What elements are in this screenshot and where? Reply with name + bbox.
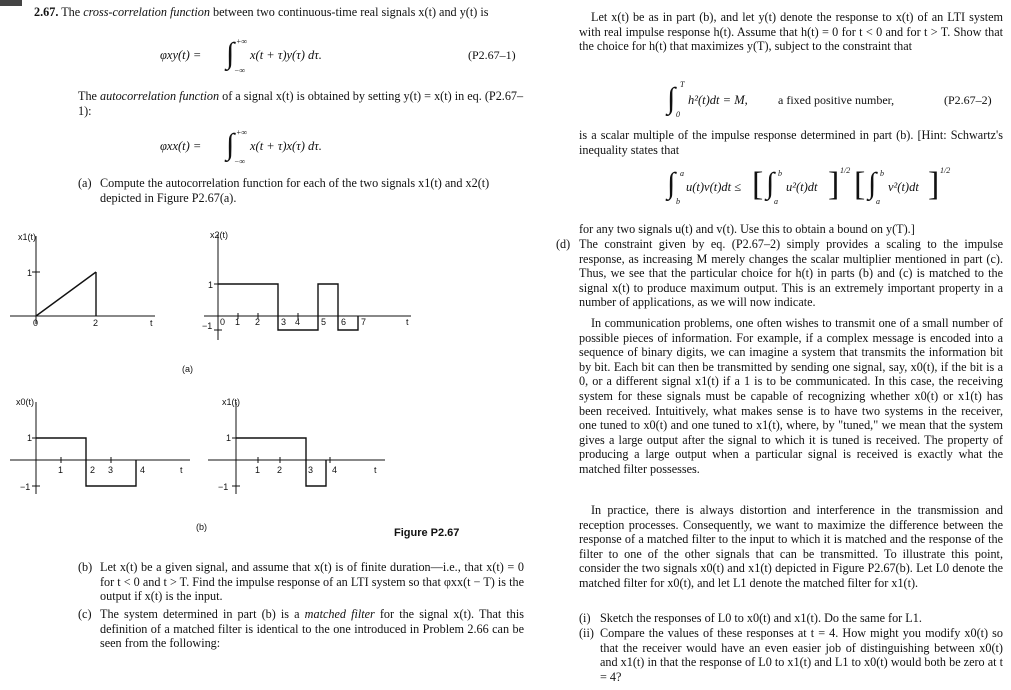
bracket-close: ] [828,166,840,203]
tick-label: 6 [341,317,347,327]
eq1-upper-limit: +∞ [236,37,248,46]
practice-paragraph: In practice, there is always distortion and interference in the transmission and reception processes. Consequently, we want to maximize the difference between the response of a matched filter to the input to which it is matched and the response of the filter to one of the other signals that can be transmitted. To illustrate this point, consider the two signals x0(t) and x1(t) depicted in Figure P2.67(b). Let L0 denote the matched filter for x0(t), and let L1 denote the matched filter for x1(t). [579,503,1003,590]
plot-ylabel: x1(t) [18,232,36,242]
tick-label: 4 [295,317,301,327]
integral-sign: ∫ [226,37,235,70]
item-ii-label: (ii) [579,626,594,640]
tick-label: 2 [255,317,261,327]
tick-label: 7 [361,317,367,327]
problem-intro [34,5,522,20]
item-ii-text: Compare the values of these responses at t = 4. How might you modify x0(t) so that the receiver would have an even easier job of distinguishing between x0(t) and x1(t) in that the response of L0 to x1(t) and L1 to x0(t) would both be zero at t = 4? [600,626,1003,684]
tick-label: 1 [235,317,241,327]
eq2-lower-limit: −∞ [234,157,246,166]
bracket-open: [ [854,166,866,203]
plot-ylabel: x1(t) [222,397,240,407]
axis-t: t [180,465,183,475]
integral-sign: ∫ [667,82,676,115]
eq4-v-exponent: 1/2 [940,166,951,175]
tick-label: 1 [208,280,214,290]
part-b-text: Let x(t) be a given signal, and assume that x(t) is of finite duration—i.e., that x(t) = 0 for t < 0 and t > T. Find the impulse response of an LTI system so that φxx(t − T) is the output if x(t) is the input. [100,560,524,604]
part-d-label: (d) [556,237,571,251]
tick-label: 1 [255,465,261,475]
intro-post: between two continuous-time real signals x(t) and y(t) is [212,5,489,19]
eq4-u-exponent: 1/2 [840,166,851,175]
tick-label: 2 [277,465,283,475]
intro-pre: The [61,5,81,19]
tick-label: 0 [220,317,226,327]
waveform [36,438,136,486]
part-c-post: for the signal x(t). That this definition of a matched filter is identical to the one introduced in Problem 2.66 can be seen from the following: [100,607,524,651]
eq2-upper-limit: +∞ [236,128,248,137]
integral-sign: ∫ [766,167,775,200]
part-a-label: (a) [78,176,92,190]
part-c-paragraph: Let x(t) be as in part (b), and let y(t) denote the response to x(t) of an LTI system with real impulse response h(t). Assume that h(t) = 0 for t < 0 and for t > T. Show that the choice for h(t) that maximizes y(T), subject to the constraint that [579,10,1003,54]
part-c-pre: The system determined in part (b) is a [100,607,300,621]
integral-sign: ∫ [226,128,235,161]
plot-x2-a [196,228,416,343]
ramp-segment [36,272,96,316]
eq4-v: v²(t)dt [888,180,919,194]
eq2-rhs: x(t + τ)x(τ) dτ. [250,139,322,153]
integral-sign: ∫ [667,167,676,200]
intro-term: cross-correlation function [83,5,210,19]
caption-a: (a) [182,364,193,374]
tick-label: −1 [202,321,213,331]
tick-label: −1 [20,482,31,492]
part-b-label: (b) [78,560,93,574]
auto-term: autocorrelation function [100,89,220,103]
eq4-lhs: u(t)v(t)dt ≤ [686,180,742,194]
eq3-label: (P2.67–2) [944,93,992,107]
eq1-lower-limit: −∞ [234,66,246,75]
eq3-lower-limit: 0 [676,110,680,119]
item-i-text: Sketch the responses of L0 to x0(t) and x1(t). Do the same for L1. [600,611,922,625]
auto-pre: The [78,89,97,103]
page-corner-mark [0,0,22,6]
tick-label: −1 [218,482,229,492]
eq-cross-correlation [160,48,201,63]
auto-post: of a signal x(t) is obtained by setting y(t) = x(t) in eq. (P2.67–1): [78,89,524,118]
tick-label: 3 [108,465,114,475]
communication-paragraph: In communication problems, one often wishes to transmit one of a small number of possible pieces of information. For example, if a complex message is encoded into a sequence of binary digits, we can imagine a system that transmits the information bit by bit. Each bit can then be transmitted by sending one signal, say, x0(t), if the bit is a 0, or a different signal x1(t) if a 1 is to be communicated. In this case, the receiving system for these signals must be capable of recognizing whether x0(t) or x1(t) has been received. Intuitively, what makes sense is to have two systems in the receiver, one tuned to x0(t) and one tuned to x1(t), where, by "tuned," we mean that the system gives a large output after the signal to which it is tuned is received. The property of producing a large output when a particular signal is received is exactly what the matched filter possesses. [579,316,1003,476]
plot-ylabel: x2(t) [210,230,228,240]
tick-label: 4 [332,465,338,475]
tick-label: 1 [27,433,33,443]
tick-label: 2 [93,318,99,328]
eq4-u-lower: a [774,197,778,206]
tick-label: 5 [321,317,327,327]
figure-title: Figure P2.67 [394,527,460,539]
autocorrelation-text [78,89,524,118]
bracket-open: [ [752,166,764,203]
problem-number: 2.67. [34,5,59,19]
tick-label: 3 [281,317,287,327]
eq1-lhs: φxy(t) = [160,48,202,62]
eq4-lower: b [676,197,680,206]
caption-b: (b) [196,522,207,532]
tick-label: 1 [27,268,33,278]
axis-t: t [150,318,153,328]
part-c-text [100,607,524,651]
tick-label: 3 [308,465,314,475]
tick-label: 4 [140,465,146,475]
tick-label: 1 [226,433,232,443]
integral-sign: ∫ [868,167,877,200]
axis-t: t [374,465,377,475]
eq4-v-upper: b [880,169,884,178]
eq4-v-lower: a [876,197,880,206]
eq1-label: (P2.67–1) [468,48,516,62]
hint-end: for any two signals u(t) and v(t). Use this to obtain a bound on y(T).] [579,222,915,236]
tick-label: 2 [90,465,96,475]
plot-x0-b [0,394,200,499]
part-c-term: matched filter [304,607,375,621]
eq4-upper: a [680,169,684,178]
part-c-label: (c) [78,607,92,621]
eq4-u: u²(t)dt [786,180,818,194]
plot-x1-a [0,228,160,328]
axis-t: t [406,317,409,327]
plot-x1-b [200,394,390,499]
hint-text: is a scalar multiple of the impulse response determined in part (b). [Hint: Schwartz's inequality states that [579,128,1003,157]
tick-label: 0 [33,318,39,328]
bracket-close: ] [928,166,940,203]
tick-label: 1 [58,465,64,475]
item-i-label: (i) [579,611,591,625]
eq1-rhs: x(t + τ)y(τ) dτ. [250,48,322,62]
eq4-u-upper: b [778,169,782,178]
plot-ylabel: x0(t) [16,397,34,407]
part-a-text: Compute the autocorrelation function for each of the two signals x1(t) and x2(t) depicted in Figure P2.67(a). [100,176,490,205]
eq3-upper-limit: T [680,80,685,89]
eq2-lhs: φxx(t) = [160,139,202,153]
eq3-note: a fixed positive number, [778,93,895,107]
part-d-text: The constraint given by eq. (P2.67–2) simply provides a scaling to the impulse response, as increasing M merely changes the scalar multiplier mentioned in part (c). Thus, we see that the particular choice for h(t) in parts (b) and (c) is matched to the signal x(t) to produce maximum output. This is an extremely important property in a number of applications, as we will now indicate. [579,237,1003,310]
waveform [236,438,326,486]
eq3-body: h²(t)dt = M, [688,93,748,107]
